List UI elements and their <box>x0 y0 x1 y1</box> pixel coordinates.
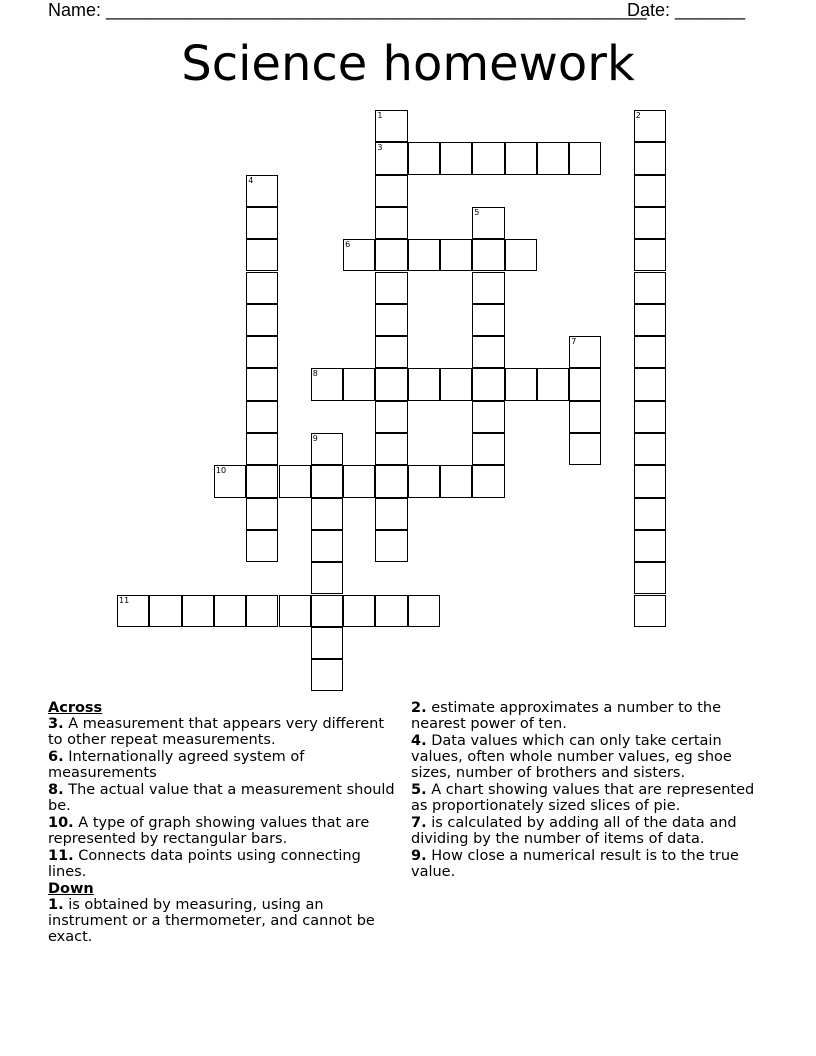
clue-text: Internationally agreed system of measurements <box>48 749 305 781</box>
crossword-cell[interactable] <box>408 239 440 271</box>
crossword-cell[interactable] <box>472 304 504 336</box>
crossword-cell[interactable] <box>634 433 666 465</box>
clue-item <box>411 700 756 732</box>
crossword-cell[interactable] <box>634 207 666 239</box>
crossword-cell[interactable] <box>634 142 666 174</box>
crossword-cell[interactable] <box>375 272 407 304</box>
crossword-cell[interactable] <box>440 142 472 174</box>
clue-number: 5 <box>474 207 480 217</box>
crossword-cell[interactable] <box>408 465 440 497</box>
crossword-cell[interactable] <box>343 595 375 627</box>
crossword-cell[interactable] <box>375 498 407 530</box>
crossword-cell[interactable] <box>279 465 311 497</box>
crossword-cell[interactable] <box>375 336 407 368</box>
clue-number: 1. <box>48 897 64 913</box>
clue-item <box>48 897 398 945</box>
crossword-cell[interactable] <box>472 401 504 433</box>
crossword-cell[interactable] <box>472 336 504 368</box>
crossword-cell[interactable] <box>569 368 601 400</box>
crossword-cell[interactable] <box>440 368 472 400</box>
clues-left-column <box>48 700 398 946</box>
clue-number: 6. <box>48 749 64 765</box>
crossword-cell[interactable] <box>375 465 407 497</box>
clue-number: 11 <box>119 595 130 605</box>
crossword-cell[interactable] <box>634 401 666 433</box>
crossword-cell[interactable] <box>117 595 149 627</box>
crossword-cell[interactable] <box>408 368 440 400</box>
crossword-cell[interactable] <box>246 368 278 400</box>
crossword-cell[interactable] <box>311 498 343 530</box>
clue-number: 10 <box>215 466 227 476</box>
crossword-cell[interactable] <box>375 142 407 174</box>
crossword-cell[interactable] <box>375 110 407 142</box>
clue-number: 8. <box>48 782 64 798</box>
clue-item <box>411 848 756 880</box>
crossword-cell[interactable] <box>472 465 504 497</box>
clue-item <box>411 733 756 781</box>
clue-number: 2. <box>411 700 427 716</box>
clue-item <box>48 815 398 847</box>
crossword-cell[interactable] <box>634 562 666 594</box>
clue-text: Connects data points using connecting lines. <box>48 848 361 880</box>
crossword-cell[interactable] <box>505 368 537 400</box>
clue-number: 8 <box>312 369 318 379</box>
crossword-cell[interactable] <box>246 530 278 562</box>
crossword-cell[interactable] <box>375 401 407 433</box>
crossword-cell[interactable] <box>246 401 278 433</box>
clue-number: 10. <box>48 815 74 831</box>
crossword-cell[interactable] <box>375 368 407 400</box>
crossword-cell[interactable] <box>311 465 343 497</box>
crossword-cell[interactable] <box>246 207 278 239</box>
crossword-cell[interactable] <box>634 110 666 142</box>
crossword-cell[interactable] <box>214 595 246 627</box>
crossword-cell[interactable] <box>311 659 343 691</box>
crossword-cell[interactable] <box>375 433 407 465</box>
crossword-cell[interactable] <box>375 175 407 207</box>
crossword-cell[interactable] <box>408 595 440 627</box>
crossword-cell[interactable] <box>311 627 343 659</box>
clue-item <box>48 848 398 880</box>
crossword-cell[interactable] <box>311 530 343 562</box>
crossword-cell[interactable] <box>472 272 504 304</box>
name-field[interactable]: Name: ______________________________________________________ <box>48 0 647 20</box>
clue-text: A type of graph showing values that are represented by rectangular bars. <box>48 815 370 847</box>
clue-number: 2 <box>635 111 641 120</box>
crossword-cell[interactable] <box>472 433 504 465</box>
crossword-cell[interactable] <box>634 272 666 304</box>
down-clue-list-continued <box>411 700 756 880</box>
crossword-cell[interactable] <box>149 595 181 627</box>
crossword-cell[interactable] <box>343 239 375 271</box>
clue-number: 11. <box>48 848 74 864</box>
clue-number: 9. <box>411 848 427 864</box>
down-heading: Down <box>48 881 94 897</box>
crossword-cell[interactable] <box>634 304 666 336</box>
crossword-cell[interactable] <box>214 465 246 497</box>
clue-number: 4. <box>411 733 427 749</box>
crossword-cell[interactable] <box>375 530 407 562</box>
crossword-cell[interactable] <box>343 368 375 400</box>
crossword-cell[interactable] <box>182 595 214 627</box>
crossword-cell[interactable] <box>246 175 278 207</box>
crossword-cell[interactable] <box>246 433 278 465</box>
crossword-cell[interactable] <box>408 142 440 174</box>
crossword-cell[interactable] <box>569 401 601 433</box>
crossword-cell[interactable] <box>537 368 569 400</box>
crossword-cell[interactable] <box>569 433 601 465</box>
crossword-cell[interactable] <box>569 142 601 174</box>
crossword-cell[interactable] <box>343 465 375 497</box>
crossword-cell[interactable] <box>311 595 343 627</box>
crossword-cell[interactable] <box>246 272 278 304</box>
crossword-cell[interactable] <box>505 239 537 271</box>
across-clue-list <box>48 716 398 880</box>
clue-text: estimate approximates a number to the nearest power of ten. <box>411 700 722 732</box>
clue-number: 7. <box>411 815 427 831</box>
crossword-cell[interactable] <box>634 465 666 497</box>
clue-item <box>48 782 398 814</box>
crossword-cell[interactable] <box>311 562 343 594</box>
clue-number: 9 <box>312 434 318 443</box>
clue-number: 3. <box>48 716 64 732</box>
crossword-cell[interactable] <box>375 595 407 627</box>
crossword-cell[interactable] <box>375 239 407 271</box>
clue-text: is obtained by measuring, using an instrument or a thermometer, and cannot be exact. <box>48 897 375 945</box>
clue-text: Data values which can only take certain values, often whole number values, eg shoe sizes, number of brothers and sisters. <box>411 733 732 781</box>
crossword-cell[interactable] <box>375 207 407 239</box>
crossword-cell[interactable] <box>569 336 601 368</box>
crossword-cell[interactable] <box>634 368 666 400</box>
crossword-cell[interactable] <box>472 368 504 400</box>
clue-text: A measurement that appears very different to other repeat measurements. <box>48 716 385 748</box>
clue-text: How close a numerical result is to the true value. <box>411 848 739 880</box>
clue-item <box>48 716 398 748</box>
crossword-cell[interactable] <box>246 304 278 336</box>
crossword-cell[interactable] <box>440 239 472 271</box>
crossword-cell[interactable] <box>634 498 666 530</box>
clue-item <box>48 749 398 781</box>
crossword-cell[interactable] <box>505 142 537 174</box>
crossword-cell[interactable] <box>246 465 278 497</box>
clue-item <box>411 815 756 847</box>
crossword-cell[interactable] <box>440 465 472 497</box>
crossword-cell[interactable] <box>634 595 666 627</box>
crossword-cell[interactable] <box>472 207 504 239</box>
crossword-cell[interactable] <box>537 142 569 174</box>
clue-number: 6 <box>345 240 351 250</box>
crossword-cell[interactable] <box>246 498 278 530</box>
crossword-cell[interactable] <box>472 239 504 271</box>
crossword-cell[interactable] <box>246 239 278 271</box>
clue-number: 4 <box>248 175 254 185</box>
across-heading: Across <box>48 700 103 716</box>
clue-number: 3 <box>377 143 383 153</box>
clue-number: 1 <box>377 111 383 120</box>
clue-number: 5. <box>411 782 427 798</box>
crossword-cell[interactable] <box>246 336 278 368</box>
crossword-cell[interactable] <box>311 433 343 465</box>
clue-text: A chart showing values that are represented as proportionately sized slices of pie. <box>411 782 755 814</box>
crossword-cell[interactable] <box>472 142 504 174</box>
date-field[interactable]: Date: _______ <box>627 0 746 20</box>
crossword-cell[interactable] <box>375 304 407 336</box>
crossword-grid <box>117 110 677 700</box>
crossword-cell[interactable] <box>634 336 666 368</box>
down-clue-list <box>48 897 398 945</box>
crossword-cell[interactable] <box>311 368 343 400</box>
clue-text: is calculated by adding all of the data and dividing by the number of items of data. <box>411 815 737 847</box>
crossword-cell[interactable] <box>279 595 311 627</box>
clue-item <box>411 782 756 814</box>
crossword-cell[interactable] <box>246 595 278 627</box>
crossword-cell[interactable] <box>634 530 666 562</box>
page-title: Science homework <box>181 36 635 92</box>
clue-number: 7 <box>571 337 577 347</box>
crossword-cell[interactable] <box>634 239 666 271</box>
clue-text: The actual value that a measurement should be. <box>48 782 395 814</box>
clues-right-column <box>411 700 756 881</box>
crossword-cell[interactable] <box>634 175 666 207</box>
